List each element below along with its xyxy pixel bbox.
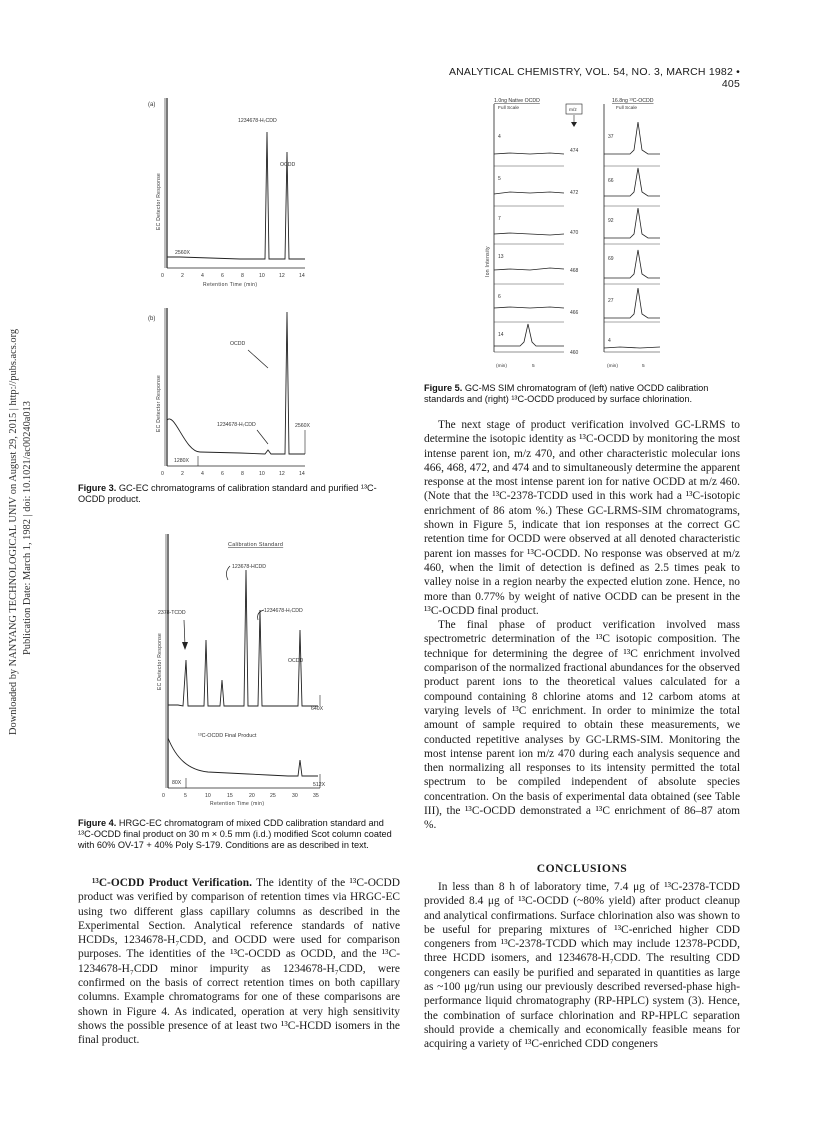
fig3a-peak1: 1234678-H₇CDD <box>238 118 277 124</box>
fig5-xtick-right: 5 <box>642 364 645 369</box>
fig4-tick: 10 <box>205 793 211 799</box>
right-column-text <box>424 418 740 833</box>
fig3b-ylabel: EC Detector Response <box>156 374 162 432</box>
fig4-gain3: 80X <box>172 780 182 786</box>
fig5-row-right: 92 <box>608 218 614 224</box>
fig4-p1: 123678-HCDD <box>232 564 267 570</box>
fig3a-tick: 12 <box>279 273 285 279</box>
fig3b-peak1: OCDD <box>230 341 246 347</box>
journal-header: ANALYTICAL CHEMISTRY, VOL. 54, NO. 3, MARCH 1982 • 405 <box>448 66 740 90</box>
fig4-tick: 35 <box>313 793 319 799</box>
fig5-mz-label: m/z <box>569 108 577 113</box>
fig4-xlabel: Retention Time (min) <box>210 801 265 807</box>
fig3a-peak2: OCDD <box>280 162 296 168</box>
conclusions-text <box>424 880 740 1052</box>
conclusions-paragraph: In less than 8 h of laboratory time, 7.4 μg of ¹³C-2378-TCDD provided 8.4 μg of ¹³C-OCDD (~80% yield) after product cleanup and analytical confirmations. Surface chlorination also was shown to be useful for preparing mixtures of ¹³C-enriched higher CDD congeners from ¹³C-2378-TCDD which may include 12378-PCDD, three HCDD isomers, and 1234678-H₇CDD. The resulting CDD congeners can easily be purified and separated in quantities as large as ~100 μg/run using our previously described reversed-phase high-performance liquid chromatography (RP-HPLC) system (3). Hence, the combination of surface chlorination and RP-HPLC separation should provide a chemically and economically feasible means for acquiring a variety of ¹³C-enriched CDD congeners <box>424 881 740 1051</box>
fig5-row <box>494 168 660 206</box>
fig4-ylabel: EC Detector Response <box>157 632 163 690</box>
right-paragraph-2: The final phase of product verification involved mass spectrometric determination of the ¹³C isotopic composition. The technique for determining the degree of ¹³C enrichment involved comparison of the normalized fractional abundances for the observed product parent ions to the theoretical values calculated for a compound containing 8 chlorine atoms and 12 carbom atoms at varying levels of ¹³C enrichment. In order to minimize the total amount of sample required to obtain these measurements, we conducted repetitive analyses by GC-LRMS-SIM. Monitoring the most intense parent ion m/z 470 during each analysis sequence and then normalizing all responses to its intensity permitted the total spectrum to be compiled independent of absolute species concentration. On the basis of experimental data obtained (see Table III), the ¹³C-OCDD demonstrated a ¹³C enrichment of 86–87 atom %. <box>424 619 740 832</box>
fig5-xtick-left: 5 <box>532 364 535 369</box>
fig5-row-right: 27 <box>608 298 614 304</box>
fig4-tick: 5 <box>184 793 187 799</box>
figure-3-svg <box>140 92 340 482</box>
fig5-row-mz: 470 <box>570 230 579 236</box>
fig5-row <box>494 122 660 166</box>
fig3b-gain1: 2560X <box>295 423 311 429</box>
fig5-row <box>494 250 660 284</box>
fig3b-tick: 12 <box>279 471 285 477</box>
fig4-tick: 25 <box>270 793 276 799</box>
figure-5-caption <box>424 383 740 405</box>
left-paragraph: The identity of the ¹³C-OCDD product was verified by comparison of retention times via HRGC-EC using two different glass capillary columns as described in the Experimental Section. Analytical reference standards of native HCDDs, 1234678-H₇CDD, and OCDD were used for comparison purposes. The identities of the ¹³C-OCDD as OCDD, and the ¹³C-1234678-H₇CDD minor impurity as 1234678-H₇CDD, were confirmed on the basis of correct retention times on both capillary columns. Example chromatograms for one of these comparisons are shown in Figure 4. As indicated, operation at very high sensitivity shows the possible presence of at least two ¹³C-HCDD isomers in the final product. <box>78 877 400 1047</box>
fig4-tick: 15 <box>227 793 233 799</box>
fig5-row-left: 5 <box>498 176 501 182</box>
fig5-row-right: 37 <box>608 134 614 140</box>
figure-4 <box>148 530 348 830</box>
fig3b-gain2: 1280X <box>174 458 190 464</box>
fig5-row-mz: 468 <box>570 268 579 274</box>
section-heading-verification: ¹³C-OCDD Product Verification. <box>92 877 252 889</box>
fig3a-tick: 10 <box>259 273 265 279</box>
figure-3-caption <box>78 483 398 505</box>
fig5-row-right: 4 <box>608 338 611 344</box>
sidebar-line-1: Downloaded by NANYANG TECHNOLOGICAL UNIV on August 29, 2015 | http://pubs.acs.org <box>8 328 19 735</box>
fig3b-tick: 4 <box>201 471 204 477</box>
fig3a-tick: 14 <box>299 273 305 279</box>
fig3b-tick: 0 <box>161 471 164 477</box>
fig3a-tick: 2 <box>181 273 184 279</box>
fig5-row-mz: 474 <box>570 148 579 154</box>
fig3a-tick: 4 <box>201 273 204 279</box>
fig5-row-left: 14 <box>498 332 504 338</box>
fig5-right-sub: Full Scale <box>616 106 638 111</box>
fig3a-ylabel: EC Detector Response <box>156 172 162 230</box>
fig3b-tick: 14 <box>299 471 305 477</box>
fig3b-tick: 2 <box>181 471 184 477</box>
figure-5 <box>480 92 690 377</box>
fig5-ylabel: Ion Intensity <box>485 246 491 277</box>
fig5-row-left: 4 <box>498 134 501 140</box>
fig5-row-left: 7 <box>498 216 501 222</box>
fig5-row-mz: 466 <box>570 310 579 316</box>
figure-5-caption-label: Figure 5. <box>424 383 463 393</box>
fig4-ticks <box>162 793 319 799</box>
figure-3-caption-label: Figure 3. <box>78 483 117 493</box>
fig5-row <box>494 288 660 322</box>
fig3a-tick: 6 <box>221 273 224 279</box>
fig5-left-sub: Full Scale <box>498 106 520 111</box>
fig5-row-mz: 472 <box>570 190 579 196</box>
fig4-p3: 1234678-H₇CDD <box>264 608 303 614</box>
fig5-xunit-right: (min) <box>607 364 618 369</box>
figure-4-caption <box>78 818 400 851</box>
fig3b-peak2: 1234678-H₇CDD <box>217 422 256 428</box>
fig5-row <box>494 324 660 356</box>
fig4-title: Calibration Standard <box>228 542 284 548</box>
fig4-gain1: 640X <box>311 706 324 712</box>
conclusions-heading: CONCLUSIONS <box>536 862 628 875</box>
download-sidebar <box>0 0 33 1129</box>
fig5-left-title: 1.0ng Native OCDD <box>494 98 540 104</box>
fig4-tick: 0 <box>162 793 165 799</box>
fig3a-tick: 8 <box>241 273 244 279</box>
fig5-right-title: 16.8ng ¹³C-OCDD <box>612 98 654 104</box>
right-paragraph-1: The next stage of product verification involved GC-LRMS to determine the isotopic identity as ¹³C-OCDD by monitoring the most intense parent ion, m/z 470, and other characteristic molecular ions 466, 468, 472, and 474 and to simultaneously determine the apparent response at the most intense parent ion for native OCDD at m/z 460. (Note that the ¹³C-2378-TCDD used in this work had a ¹³C-isotopic enrichment of 86 atom %.) These GC-LRMS-SIM chromatograms, shown in Figure 5, indicate that ion responses at the correct GC retention time for OCDD were observed at all denoted characteristic parent ion masses for ¹³C-OCDD. No response was observed at m/z 460, when the limit of detection is defined as 2.5 times peak to valley noise in a region nearby the expected elution zone. Hence, no more than 0.77% by weight of native OCDD can be present in the ¹³C-OCDD final product. <box>424 419 740 617</box>
fig4-p4: OCDD <box>288 658 304 664</box>
fig3a-xlabel: Retention Time (min) <box>203 282 258 288</box>
fig5-row <box>494 208 660 244</box>
fig5-row-right: 66 <box>608 178 614 184</box>
fig3b-tick: 10 <box>259 471 265 477</box>
figure-3-caption-text: GC-EC chromatograms of calibration standard and purified ¹³C-OCDD product. <box>78 483 377 504</box>
fig3a-gain: 2560X <box>175 250 191 256</box>
figure-3 <box>140 92 340 482</box>
fig5-xunit-left: (min) <box>496 364 507 369</box>
figure-4-caption-label: Figure 4. <box>78 818 117 828</box>
figure-4-svg <box>148 530 348 830</box>
fig3a-ticks <box>161 273 305 279</box>
fig3a-label: (a) <box>148 102 156 108</box>
left-column-text <box>78 876 400 1048</box>
fig5-row-left: 13 <box>498 254 504 260</box>
fig4-tick: 30 <box>292 793 298 799</box>
fig3b-ticks <box>161 471 305 477</box>
fig4-tick: 20 <box>249 793 255 799</box>
sidebar-text <box>7 329 35 735</box>
fig4-p2: 2378-TCDD <box>158 610 186 616</box>
fig5-row-mz: 460 <box>570 350 579 356</box>
fig3b-tick: 6 <box>221 471 224 477</box>
sidebar-line-2: Publication Date: March 1, 1982 | doi: 10.1021/ac00240a013 <box>22 400 33 655</box>
fig3b-label: (b) <box>148 316 156 322</box>
figure-4-caption-text: HRGC-EC chromatogram of mixed CDD calibration standard and ¹³C-OCDD final product on 30 m × 0.5 mm (i.d.) modified Scot column coated with 60% OV-17 + 40% Poly S-179. Conditions are as described in text. <box>78 818 392 850</box>
fig4-final: ¹³C-OCDD Final Product <box>198 733 257 739</box>
fig3b-tick: 8 <box>241 471 244 477</box>
figure-5-caption-text: GC-MS SIM chromatogram of (left) native OCDD calibration standards and (right) ¹³C-OCDD produced by surface chlorination. <box>424 383 709 404</box>
fig5-row-left: 6 <box>498 294 501 300</box>
fig5-row-right: 69 <box>608 256 614 262</box>
figure-5-svg <box>480 92 690 377</box>
fig3a-tick: 0 <box>161 273 164 279</box>
fig4-gain2: 512X <box>313 782 326 788</box>
